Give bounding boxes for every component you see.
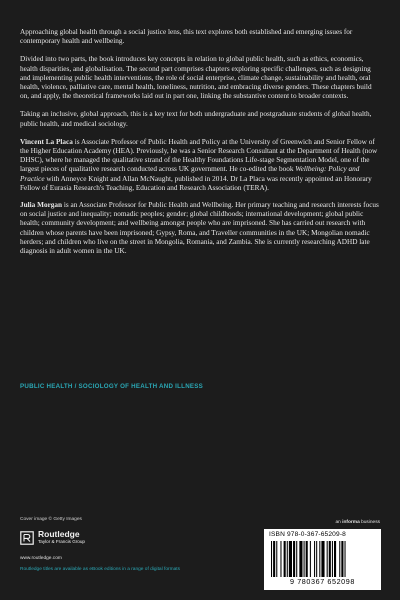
barcode-bar	[332, 541, 333, 577]
author-bio-morgan	[20, 201, 380, 256]
barcode-bar	[314, 541, 315, 577]
barcode-bar	[280, 541, 281, 577]
audience-paragraph: Taking an inclusive, global approach, this is a key text for both undergraduate and postgraduate students of global health, public health, and medical sociology.	[20, 110, 372, 128]
barcode-bar	[310, 541, 311, 577]
barcode-bar	[339, 541, 340, 577]
intro-paragraph: Approaching global health through a social justice lens, this text explores both established and emerging issues for contemporary health and wellbeing.	[20, 28, 353, 46]
barcode-bar	[341, 541, 343, 577]
informa-pre: an	[335, 520, 343, 525]
barcode-bar	[316, 541, 317, 577]
author-bio-text: with Anneyce Knight and Allan McNaught, published in 2014. Dr La Placa was recently appointed an Honorary Fellow of Eurasia Research's Teaching, Education and Research Association (TERA).	[20, 174, 372, 192]
publisher-block	[20, 530, 85, 545]
ebook-note: Routledge titles are available as eBook editions in a range of digital formats	[20, 567, 180, 572]
barcode-bar	[321, 541, 324, 577]
author-name: Vincent La Placa	[20, 137, 73, 146]
informa-post: business	[359, 520, 380, 525]
informa-note	[335, 520, 380, 525]
author-bio-text: is an Associate Professor for Public Health and Wellbeing. Her primary teaching and research interests focus on social justice and inequality; nomadic peoples; gender; global childhoods; international development; global public health; community development; and wellbeing amongst people who are imprisoned. She has carried out research with children whose parents have been imprisoned; Gypsy, Roma, and Traveller communities in the UK; Mongolian nomadic herders; and children who live on the street in Mongolia, Romania, and Zambia. She is currently researching ADHD late diagnosis in adult women in the UK.	[20, 201, 379, 256]
book-title: Wellbeing: Policy and Practice	[20, 165, 360, 183]
publisher-url: www.routledge.com	[20, 556, 62, 561]
barcode-bar	[345, 541, 346, 577]
barcode-bar	[293, 541, 295, 577]
author-bio-text: is Associate Professor of Public Health and Policy at the University of Greenwich and Senior Fellow of the Higher Education Academy (HEA). Previously, he was a Senior Research Consultant at the Department of Health (now DHSC), where he managed the qualitative strand of the Healthy Foundations Life-stage Segmentation Model, one of the largest pieces of qualitative research conducted across UK government. He co-edited the book	[20, 137, 378, 174]
barcode-bar	[299, 541, 302, 577]
barcode-bar	[327, 541, 328, 577]
barcode-bar	[306, 541, 308, 577]
isbn-text: ISBN 978-0-367-65209-8	[269, 531, 346, 538]
barcode-bar	[273, 541, 275, 577]
barcode-bar	[334, 541, 336, 577]
cover-credit: Cover image © Getty Images	[20, 517, 82, 522]
barcode-bar	[304, 541, 305, 577]
subject-category: PUBLIC HEALTH / SOCIOLOGY OF HEALTH AND ILLNESS	[20, 383, 204, 390]
barcode-bar	[329, 541, 331, 577]
back-cover-text	[20, 28, 380, 264]
barcode-bar	[289, 541, 292, 577]
barcode-digits: 9 780367 652098	[290, 577, 355, 586]
author-bio-la-placa	[20, 138, 380, 193]
barcode-bar	[287, 541, 288, 577]
barcode-bar	[271, 541, 272, 577]
publisher-name: Routledge	[38, 529, 80, 539]
barcode-box	[264, 529, 381, 590]
barcode-bar	[276, 541, 277, 577]
author-name: Julia Morgan	[20, 201, 63, 210]
routledge-logo-icon	[20, 531, 34, 545]
publisher-subtitle: Taylor & Francis Group	[38, 539, 85, 544]
barcode-bar	[296, 541, 297, 577]
barcode-icon	[271, 541, 374, 577]
barcode-bar	[284, 541, 286, 577]
informa-brand: informa	[342, 520, 360, 525]
parts-paragraph: Divided into two parts, the book introduces key concepts in relation to global public health, such as ethics, economics, health disparities, and globalisation. The second part comprises chapters exploring specific challenges, such as designing and implementing public health interventions, the role of social enterprise, climate change, sustainability and health, oral health, violence, palliative care, mental health, loneliness, nutrition, and embracing diverse genders. These chapters build on, and apply, the theoretical frameworks laid out in part one, linking the substantive content to broader contexts.	[20, 55, 372, 101]
barcode-bar	[319, 541, 320, 577]
